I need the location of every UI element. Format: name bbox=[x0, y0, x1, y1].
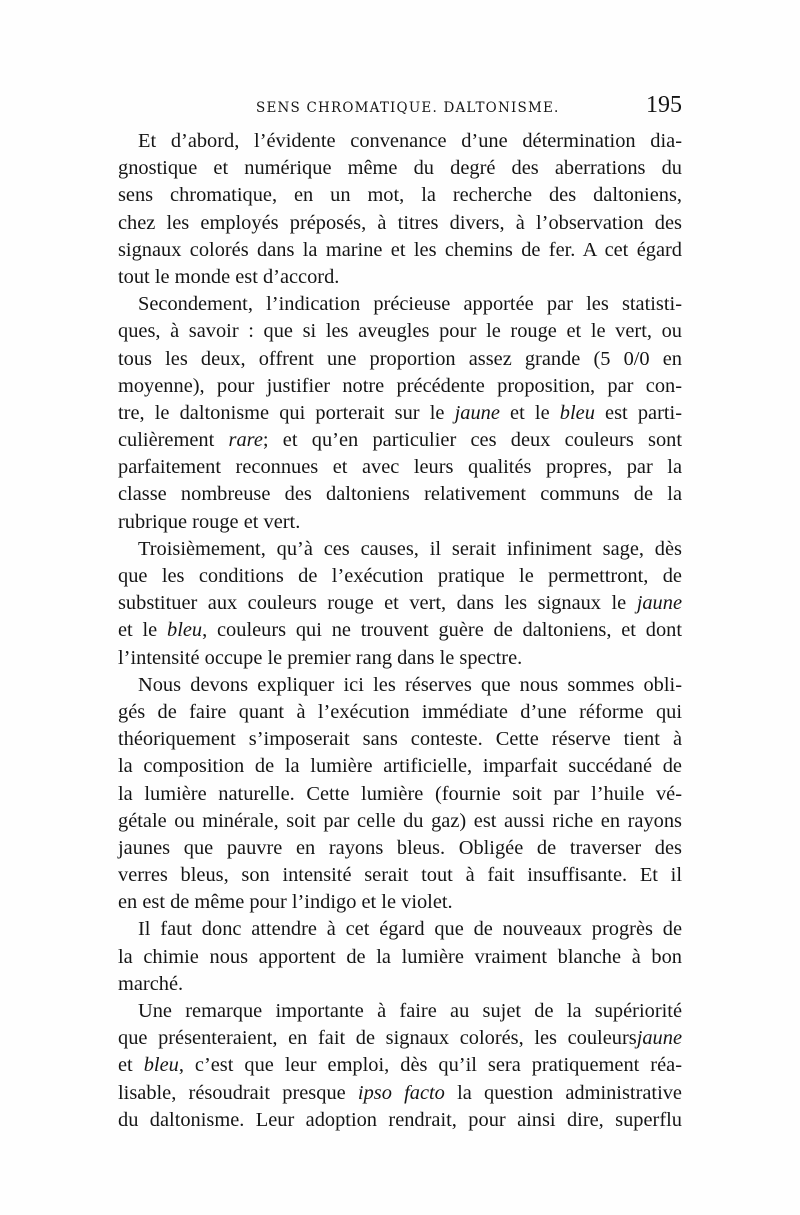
text-line: sens chromatique, en un mot, la recherche des daltoniens, bbox=[118, 184, 682, 207]
text-line: Secondement, l’indication précieuse apportée par les statisti- bbox=[138, 293, 682, 316]
text-line: parfaitement reconnues et avec leurs qualités propres, par la bbox=[118, 456, 682, 479]
page-header bbox=[118, 92, 682, 122]
text-segment: tre, le daltonisme qui porterait sur le bbox=[118, 401, 445, 424]
italic-text: bleu bbox=[167, 619, 203, 642]
text-segment: et le bbox=[510, 401, 550, 424]
text-line bbox=[118, 617, 682, 644]
text-segment: que présenteraient, en fait de signaux colorés, les couleurs bbox=[118, 1027, 637, 1050]
text-line: la chimie nous apportent de la lumière vraiment blanche à bon bbox=[118, 945, 682, 968]
text-line bbox=[118, 1025, 682, 1052]
body-text bbox=[118, 128, 682, 1134]
text-segment: , couleurs qui ne trouvent guère de daltoniens, et dont bbox=[202, 619, 682, 642]
text-line: Une remarque importante à faire au sujet de la supériorité bbox=[138, 1000, 682, 1022]
page-number: 195 bbox=[646, 92, 682, 118]
text-line: que les conditions de l’exécution pratique le permettront, de bbox=[118, 565, 682, 587]
text-line bbox=[118, 590, 682, 617]
italic-text: bleu bbox=[559, 401, 595, 424]
text-line: moyenne), pour justifier notre précédente proposition, par con- bbox=[118, 374, 682, 397]
text-line: rubrique rouge et vert. bbox=[118, 510, 301, 533]
italic-text: ipso facto bbox=[357, 1081, 445, 1104]
text-line: gnostique et numérique même du degré des aberrations du bbox=[118, 157, 682, 180]
text-line bbox=[118, 427, 682, 454]
text-line: Troisièmement, qu’à ces causes, il serait infiniment sage, dès bbox=[138, 537, 682, 560]
text-line: la composition de la lumière artificielle, imparfait succédané de bbox=[118, 755, 682, 778]
text-segment: lisable, résoudrait presque bbox=[118, 1081, 346, 1104]
text-segment: la question administrative bbox=[457, 1081, 682, 1104]
text-segment: est parti- bbox=[605, 401, 682, 424]
text-line: l’intensité occupe le premier rang dans le spectre. bbox=[118, 646, 523, 669]
text-line: jaunes que pauvre en rayons bleus. Obligée de traverser des bbox=[118, 836, 682, 859]
text-line: tous les deux, offrent une proportion assez grande (5 0/0 en bbox=[118, 347, 682, 370]
text-line: gétale ou minérale, soit par celle du gaz) est aussi riche en rayons bbox=[118, 809, 682, 832]
running-head: SENS CHROMATIQUE. DALTONISME. bbox=[256, 100, 560, 116]
text-line: ques, à savoir : que si les aveugles pour le rouge et le vert, ou bbox=[118, 320, 682, 343]
text-line: signaux colorés dans la marine et les chemins de fer. A cet égard bbox=[118, 238, 682, 261]
text-line: classe nombreuse des daltoniens relativement communs de la bbox=[118, 483, 682, 506]
italic-text: jaune bbox=[636, 1027, 682, 1050]
italic-text: rare bbox=[228, 429, 263, 452]
text-line: gés de faire quant à l’exécution immédiate d’une réforme qui bbox=[118, 700, 682, 723]
text-segment: et bbox=[118, 1054, 133, 1077]
text-segment: ; et qu’en particulier ces deux couleurs sont bbox=[262, 429, 682, 452]
text-segment: culièrement bbox=[118, 429, 215, 452]
text-line: Il faut donc attendre à cet égard que de nouveaux progrès de bbox=[138, 918, 682, 941]
italic-text: jaune bbox=[454, 401, 500, 424]
text-line: la lumière naturelle. Cette lumière (fournie soit par l’huile vé- bbox=[118, 782, 682, 805]
italic-text: jaune bbox=[636, 592, 682, 615]
text-line bbox=[118, 1052, 682, 1079]
text-segment: , c’est que leur emploi, dès qu’il sera pratiquement réa- bbox=[178, 1054, 682, 1077]
text-line: Et d’abord, l’évidente convenance d’une détermination dia- bbox=[138, 130, 682, 152]
text-line: du daltonisme. Leur adoption rendrait, pour ainsi dire, superflu bbox=[118, 1108, 682, 1131]
text-line: marché. bbox=[118, 972, 184, 995]
text-segment: et le bbox=[118, 619, 158, 642]
text-line: Nous devons expliquer ici les réserves que nous sommes obli- bbox=[138, 673, 682, 696]
text-line bbox=[118, 1080, 682, 1107]
text-line: théoriquement s’imposerait sans conteste. Cette réserve tient à bbox=[118, 728, 682, 751]
text-line: verres bleus, son intensité serait tout à fait insuffisante. Et il bbox=[118, 864, 682, 887]
text-line bbox=[118, 400, 682, 427]
italic-text: bleu bbox=[143, 1054, 179, 1077]
text-segment: substituer aux couleurs rouge et vert, dans les signaux le bbox=[118, 592, 627, 615]
text-line: tout le monde est d’accord. bbox=[118, 265, 340, 288]
text-line: chez les employés préposés, à titres divers, à l’observation des bbox=[118, 211, 682, 234]
text-line: en est de même pour l’indigo et le violet. bbox=[118, 891, 453, 914]
